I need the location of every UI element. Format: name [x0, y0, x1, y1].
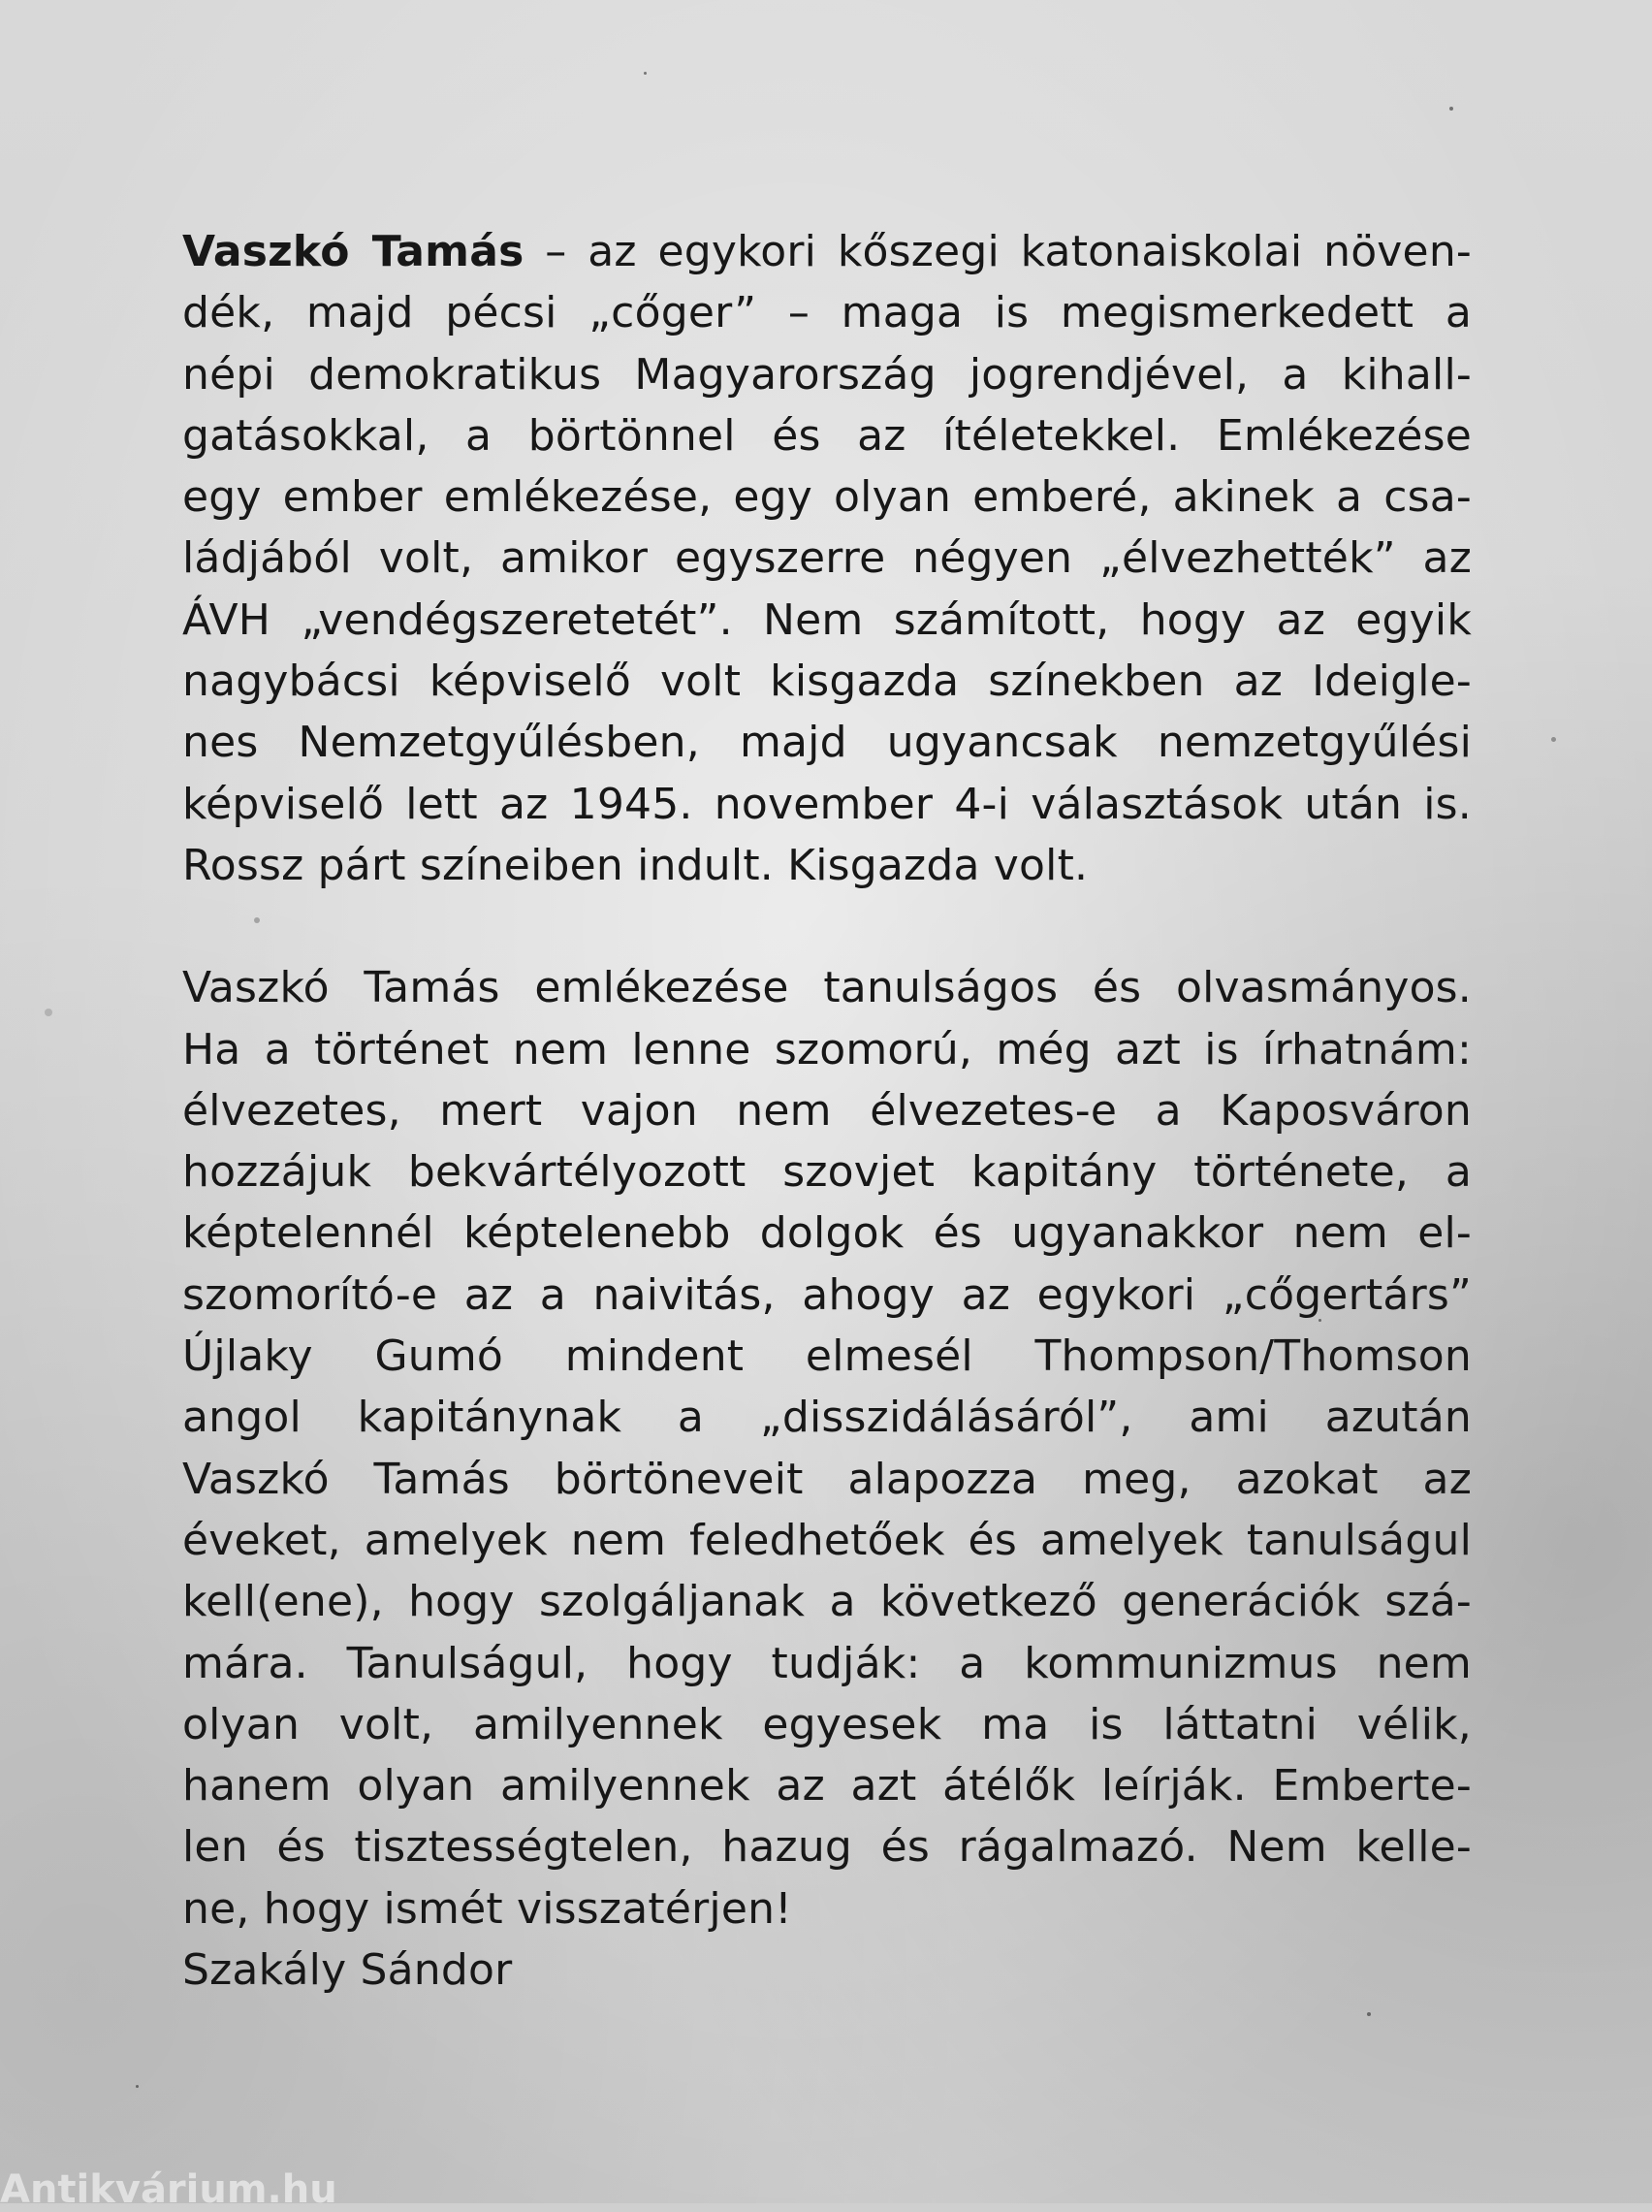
- text-line: kell(ene), hogy szolgáljanak a következő generációk szá-: [182, 1577, 1472, 1627]
- text-line: Vaszkó Tamás emlékezése tanulságos és olvasmányos.: [182, 963, 1472, 1013]
- text-line: dék, majd pécsi „cőger” – maga is megismerkedett a: [182, 288, 1472, 338]
- text-line: ne, hogy ismét visszatérjen!: [182, 1883, 793, 1934]
- text-line: szomorító-e az a naivitás, ahogy az egykori „cőgertárs”: [182, 1269, 1472, 1320]
- text-line: len és tisztességtelen, hazug és rágalmazó. Nem kelle-: [182, 1822, 1472, 1873]
- paper-speck: [1551, 737, 1556, 742]
- paper-speck: [1449, 107, 1453, 111]
- text-line: Vaszkó Tamás – az egykori kőszegi katonaiskolai növen-: [182, 227, 1472, 276]
- text-line: Vaszkó Tamás börtöneveit alapozza meg, azokat az: [182, 1454, 1472, 1504]
- text-line: hozzájuk bekvártélyozott szovjet kapitány története, a: [182, 1147, 1472, 1198]
- text-line: olyan volt, amilyennek egyesek ma is láttatni vélik,: [182, 1699, 1472, 1749]
- paper-speck: [136, 2085, 139, 2088]
- text-line: egy ember emlékezése, egy olyan emberé, akinek a csa-: [182, 472, 1472, 523]
- text-line: népi demokratikus Magyarország jogrendjével, a kihall-: [182, 349, 1472, 400]
- text-line: Rossz párt színeiben indult. Kisgazda volt.: [182, 840, 1089, 890]
- text-line: élvezetes, mert vajon nem élvezetes-e a Kaposváron: [182, 1085, 1472, 1136]
- text-line: angol kapitánynak a „disszidálásáról”, ami azután: [182, 1393, 1472, 1443]
- paper-speck: [1367, 2012, 1371, 2016]
- text-line: hanem olyan amilyennek az azt átélők leírják. Emberte-: [182, 1761, 1472, 1811]
- text-line: nagybácsi képviselő volt kisgazda színekben az Ideigle-: [182, 657, 1472, 707]
- text-line: éveket, amelyek nem feledhetőek és amelyek tanulságul: [182, 1515, 1472, 1565]
- signature: Szakály Sándor: [182, 1945, 513, 1996]
- text-line: Ha a történet nem lenne szomorú, még azt is írhatnám:: [182, 1024, 1472, 1074]
- paper-speck: [644, 72, 647, 75]
- text-line: képviselő lett az 1945. november 4-i választások után is.: [182, 779, 1472, 829]
- text-line: képtelennél képtelenebb dolgok és ugyanakkor nem el-: [182, 1208, 1472, 1259]
- text-line: gatásokkal, a börtönnel és az ítéletekkel. Emlékezése: [182, 410, 1472, 461]
- text-line: ÁVH „vendégszeretetét”. Nem számított, hogy az egyik: [182, 594, 1472, 645]
- paper-speck: [45, 1009, 52, 1016]
- text-line: ládjából volt, amikor egyszerre négyen „élvezhették” az: [182, 533, 1472, 584]
- text-line: Újlaky Gumó mindent elmesél Thompson/Thomson: [182, 1331, 1472, 1382]
- text-line: mára. Tanulságul, hogy tudják: a kommunizmus nem: [182, 1638, 1472, 1688]
- paragraph-2: [182, 957, 1472, 2001]
- watermark: Antikvárium.hu: [0, 2167, 337, 2212]
- author-name: Vaszkó Tamás: [182, 227, 524, 276]
- paragraph-1: [182, 221, 1472, 896]
- cover-text: [182, 221, 1472, 2001]
- text-line: nes Nemzetgyűlésben, majd ugyancsak nemzetgyűlési: [182, 718, 1472, 768]
